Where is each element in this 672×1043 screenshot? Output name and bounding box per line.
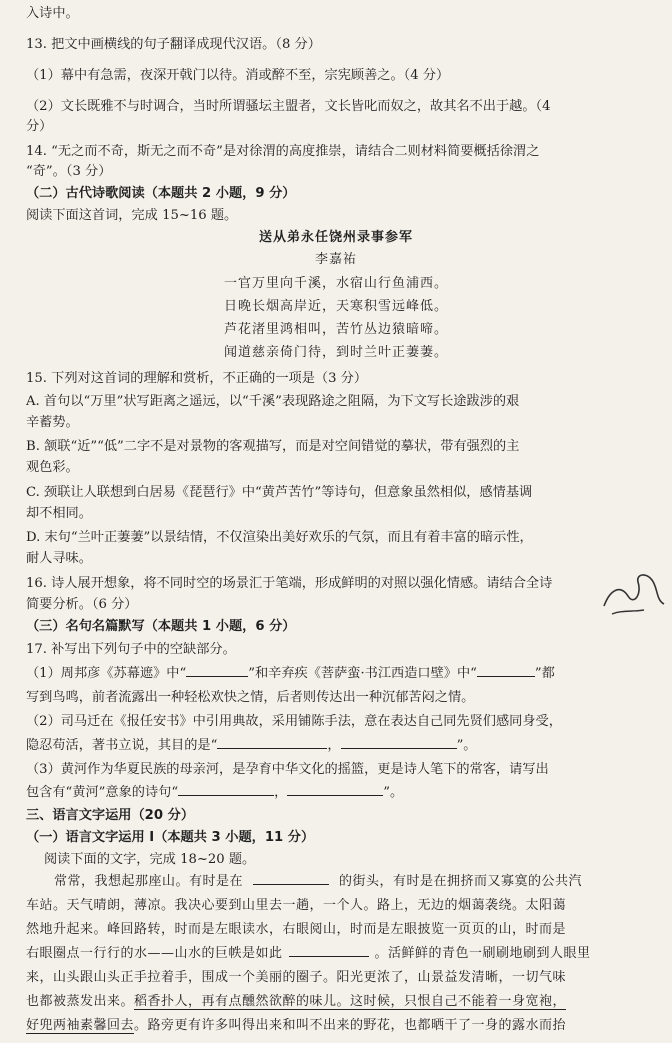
prose-line (26, 942, 658, 966)
text-segment: （1）周邦彦《苏幕遮》中“ (26, 666, 187, 681)
option-a: A. 首句以“万里”状写距离之遥远，以“千溪”表现路途之阻隔，为下文写长途跋涉的艰 (26, 394, 520, 409)
text-line: “奇”。（3 分） (26, 164, 112, 179)
option-b: B. 颔联“近”“低”二字不是对景物的客观描写，而是对空间错觉的摹状，带有强烈的主 (26, 439, 520, 454)
text-segment: ”。 (383, 785, 404, 800)
text-segment: ”。 (456, 738, 477, 753)
answer-blank[interactable] (217, 736, 327, 749)
option-d: D. 末句“兰叶正萋萋”以景结情，不仅渲染出美好欢乐的气氛，而且有着丰富的暗示性， (26, 530, 533, 545)
option-c: C. 颈联让人联想到白居易《琵琶行》中“黄芦苦竹”等诗句，但意象虽然相似，感情基调 (26, 485, 533, 500)
text-line: 耐人寻味。 (26, 551, 92, 566)
poem-verse: 闻道慈亲倚门待，到时兰叶正萋萋。 (223, 345, 448, 360)
text-line (26, 783, 658, 803)
text-segment: 包含有“黄河”意象的诗句“ (26, 785, 179, 800)
instruction-line: 阅读下面这首词，完成 15~16 题。 (26, 208, 238, 223)
question-13-1: （1）幕中有急需，夜深开戟门以待。消或醉不至，宗宪顾善之。（4 分） (26, 68, 450, 83)
poem-author: 李嘉祐 (314, 252, 357, 267)
question-14: 14. “无之而不奇，斯无之而不奇”是对徐渭的高度推崇，请结合二则材料简要概括徐渭之 (26, 144, 540, 159)
underlined-sentence: 好兜两袖素馨回去 (26, 1018, 135, 1033)
question-17-1 (26, 664, 658, 684)
poem-verse: 芦花渚里鸿相叫，苦竹丛边猿暗啼。 (223, 322, 448, 337)
prose-line: 来，山头跟山头正手拉着手，围成一个美丽的圈子。阳光更浓了，山景益发清晰，一切气味 (26, 970, 567, 985)
answer-blank[interactable] (477, 664, 535, 677)
prose-line (26, 1014, 658, 1038)
question-17: 17. 补写出下列句子中的空缺部分。 (26, 642, 236, 657)
text-segment: 右眼圈点一行行的水——山水的巨帙是如此 (26, 946, 283, 961)
text-line: 入诗中。 (26, 6, 79, 21)
answer-blank[interactable] (341, 736, 457, 749)
poem-verse: 日晚长烟高岸近，天寒积雪远峰低。 (223, 299, 448, 314)
prose-line (54, 870, 658, 894)
question-15: 15. 下列对这首词的理解和赏析，不正确的一项是（3 分） (26, 371, 368, 386)
section-heading: （三）名句名篇默写（本题共 1 小题，6 分） (26, 619, 296, 634)
text-line: 简要分析。（6 分） (26, 597, 138, 612)
text-segment: 。活鲜鲜的青色一刷刷地刷到人眼里 (374, 946, 591, 961)
text-segment: 。路旁更有许多叫得出来和叫不出来的野花，也都晒干了一身的露水而抬 (134, 1018, 567, 1033)
poem-verse: 一官万里向千溪，水宿山行鱼浦西。 (223, 276, 448, 291)
text-line (26, 736, 658, 756)
handwritten-mark (598, 566, 668, 620)
prose-line: 车站。天气晴朗，薄凉。我决心要到山里去一趟，一个人。路上，无边的烟蔼袭绕。太阳蔼 (26, 898, 567, 913)
answer-blank[interactable] (186, 664, 248, 677)
poem-title: 送从弟永任饶州录事参军 (258, 230, 413, 245)
question-13-2: （2）文长既雅不与时调合，当时所谓骚坛主盟者，文长皆叱而奴之，故其名不出于越。（4 (26, 99, 551, 114)
text-line: 观色彩。 (26, 460, 79, 475)
answer-blank[interactable] (253, 872, 329, 885)
question-13: 13. 把文中画横线的句子翻译成现代汉语。（8 分） (26, 37, 321, 52)
question-17-2: （2）司马迁在《报任安书》中引用典故，采用铺陈手法，意在表达自己同先贤们感同身受， (26, 714, 562, 729)
prose-line: 然地升起来。峰回路转，时而是左眼读水，右眼阅山，时而是左眼披览一页页的山，时而是 (26, 922, 567, 937)
prose-line (26, 990, 658, 1014)
text-segment: ”都 (534, 666, 555, 681)
question-16: 16. 诗人展开想象，将不同时空的场景汇于笔端，形成鲜明的对照以强化情感。请结合全诗 (26, 576, 553, 591)
answer-blank[interactable] (178, 783, 274, 796)
section-heading: （二）古代诗歌阅读（本题共 2 小题，9 分） (26, 186, 296, 201)
text-segment: 也都被蒸发出来。 (26, 994, 135, 1009)
underlined-sentence: 稻香扑人，再有点醺然欲醉的味儿。这时候，只恨自己不能着一身宽袍， (134, 994, 567, 1009)
text-line: 分） (26, 119, 53, 134)
text-segment: 常常，我想起那座山。有时是在 (54, 874, 244, 889)
question-17-3: （3）黄河作为华夏民族的母亲河，是孕育中华文化的摇篮，更是诗人笔下的常客，请写出 (26, 762, 549, 777)
part-heading: 三、语言文字运用（20 分） (26, 808, 195, 823)
text-line: 写到鸟鸣，前者流露出一种轻松欢快之情，后者则传达出一种沉郁苦闷之情。 (26, 690, 475, 705)
text-segment: ”和辛弃疾《菩萨蛮·书江西造口壁》中“ (248, 666, 477, 681)
instruction-line: 阅读下面的文字，完成 18~20 题。 (44, 852, 256, 867)
text-segment: ， (274, 785, 288, 800)
answer-blank[interactable] (287, 783, 383, 796)
answer-blank[interactable] (289, 944, 369, 957)
text-line: 却不相同。 (26, 506, 92, 521)
text-segment: ， (327, 738, 341, 753)
section-heading: （一）语言文字运用 I（本题共 3 小题，11 分） (26, 830, 315, 845)
text-segment: 的街头，有时是在拥挤而又寡寞的公共汽 (339, 874, 583, 889)
text-segment: 隐忍苟活，著书立说，其目的是“ (26, 738, 218, 753)
text-line: 辛蓄势。 (26, 415, 79, 430)
